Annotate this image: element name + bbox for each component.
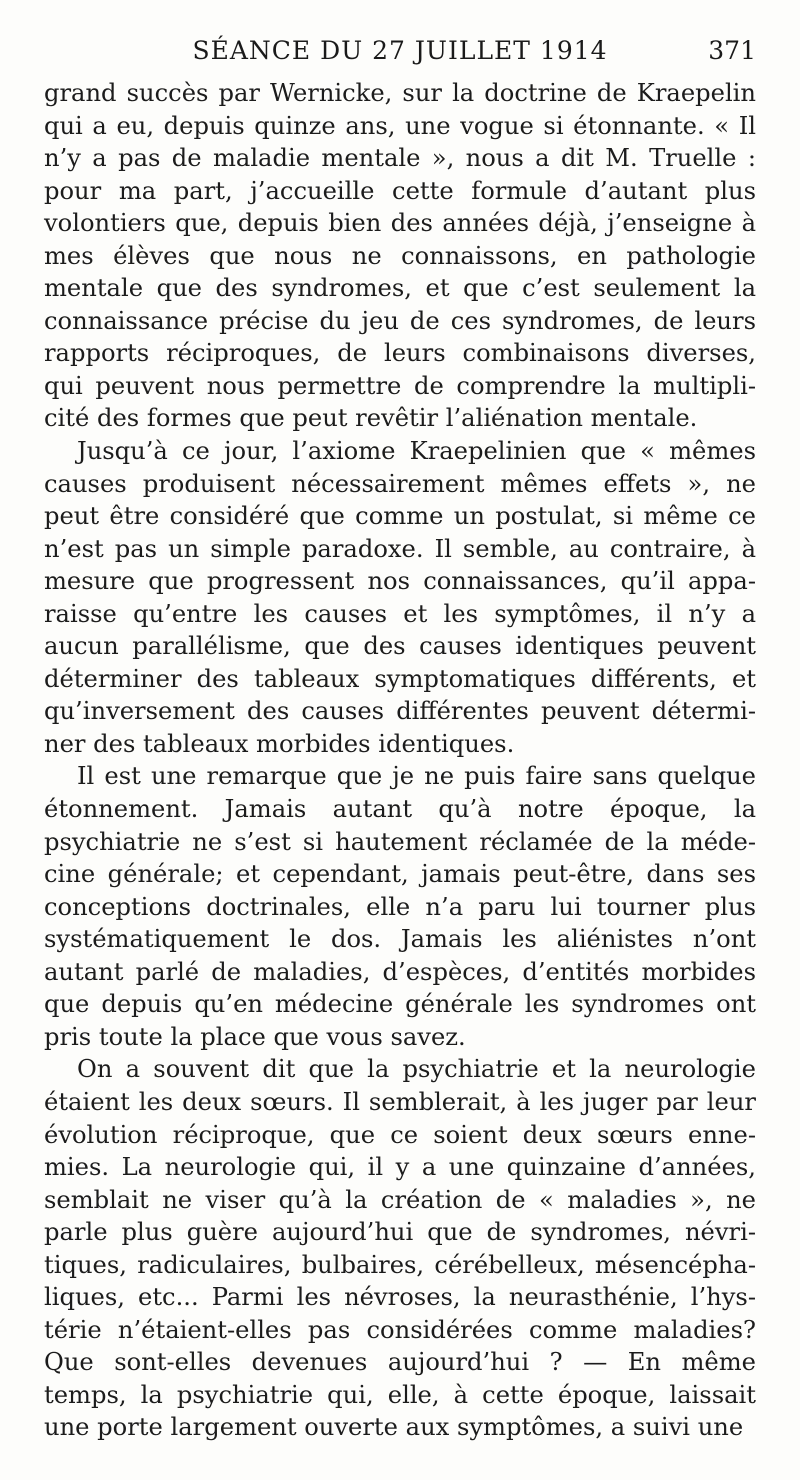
page-number: 371 <box>708 36 756 65</box>
paragraph: On a souvent dit que la psychiatrie et la neurologie étaient les deux sœurs. Il semblerait, à les juger par leur évolution réciproque, que ce soient deux sœurs ennemies. La neurologie qui, il y a une quinzaine d’années, semblait ne viser qu’à la création de « maladies », ne parle plus guère aujourd’hui que de syndromes, névritiques, radiculaires, bulbaires, cérébelleux, mésencéphaliques, etc... Parmi les névroses, la neurasthénie, l’hystérie n’étaient-elles pas considérées comme maladies? Que sont-elles devenues aujourd’hui ? — En même temps, la psychiatrie qui, elle, à cette époque, laissait une porte largement ouverte aux symptômes, a suivi une <box>44 1055 756 1442</box>
paragraph: Il est une remarque que je ne puis faire sans quelque étonnement. Jamais autant qu’à notre époque, la psychiatrie ne s’est si hautement réclamée de la médecine générale; et cependant, jamais peut-être, dans ses conceptions doctrinales, elle n’a paru lui tourner plus systématiquement le dos. Jamais les aliénistes n’ont autant parlé de maladies, d’espèces, d’entités morbides que depuis qu’en médecine générale les syndromes ont pris toute la place que vous savez. <box>44 762 756 1051</box>
body-text <box>44 77 756 1444</box>
paragraph-continued: grand succès par Wernicke, sur la doctrine de Kraepelin qui a eu, depuis quinze ans, une vogue si étonnante. « Il n’y a pas de maladie mentale », nous a dit M. Truelle : pour ma part, j’accueille cette formule d’autant plus volontiers que, depuis bien des années déjà, j’enseigne à mes élèves que nous ne connaissons, en pathologie mentale que des syndromes, et que c’est seulement la connaissance précise du jeu de ces syndromes, de leurs rapports réciproques, de leurs combinaisons diverses, qui peuvent nous permettre de comprendre la multiplicité des formes que peut revêtir l’aliénation mentale. <box>44 79 756 433</box>
running-head <box>44 30 756 74</box>
paragraph: Jusqu’à ce jour, l’axiome Kraepelinien que « mêmes causes produisent nécessairement mêmes effets », ne peut être considéré que comme un postulat, si même ce n’est pas un simple paradoxe. Il semble, au contraire, à mesure que progressent nos connaissances, qu’il apparaisse qu’entre les causes et les symptômes, il n’y a aucun parallélisme, que des causes identiques peuvent déterminer des tableaux symptomatiques différents, et qu’inversement des causes différentes peuvent déterminer des tableaux morbides identiques. <box>44 437 756 758</box>
running-title: SÉANCE DU 27 JUILLET 1914 <box>192 36 608 65</box>
